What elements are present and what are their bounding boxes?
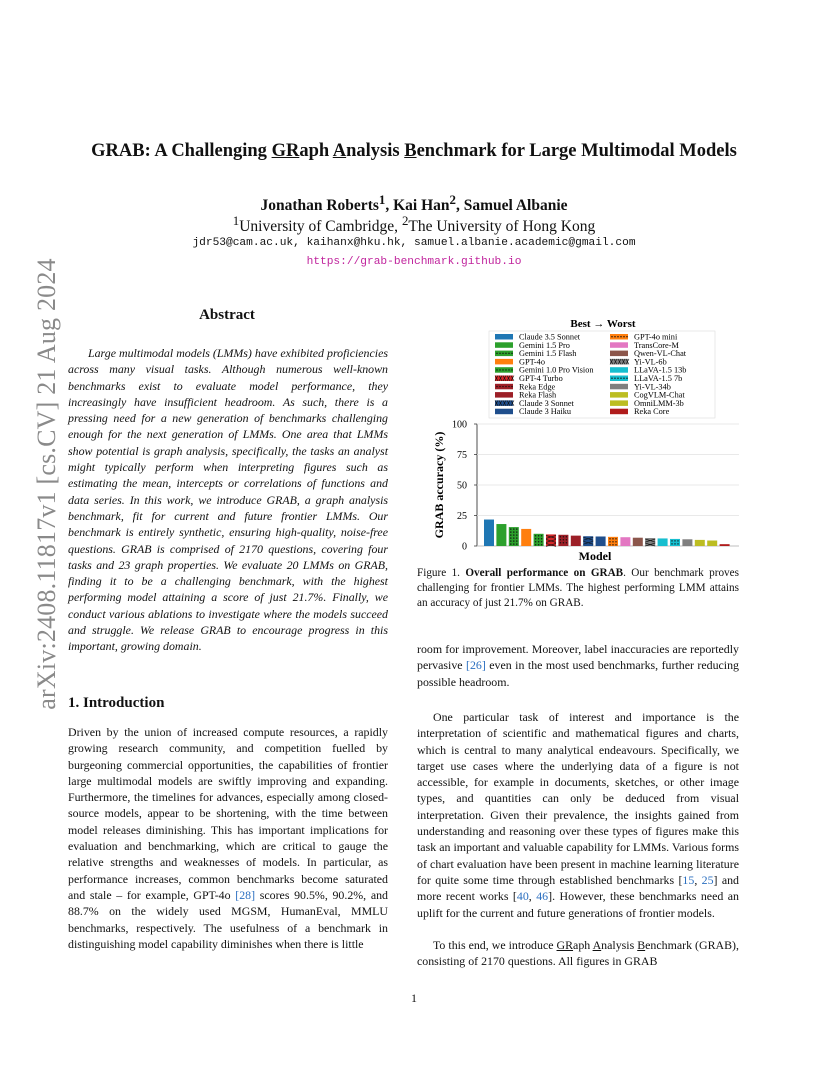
bar-gemini-1-5-pro xyxy=(496,524,506,546)
abstract-heading: Abstract xyxy=(199,307,255,323)
legend-pattern-dot xyxy=(496,353,497,354)
bar-gemini-1-5-flash xyxy=(509,527,519,546)
bar-transcore-m xyxy=(620,537,630,546)
bar-pattern-dot xyxy=(513,534,514,535)
bar-pattern-dot xyxy=(535,541,536,542)
legend-swatch xyxy=(495,367,513,373)
legend-pattern-dot xyxy=(511,353,512,354)
legend-pattern-dot xyxy=(511,369,512,370)
bar-pattern-dot xyxy=(541,535,542,536)
author-emails: jdr53@cam.ac.uk, kaihanx@hku.hk, samuel.albanie.academic@gmail.com xyxy=(192,237,636,249)
legend-pattern-dot xyxy=(505,386,506,387)
legend-swatch xyxy=(495,409,513,415)
legend-pattern-dot xyxy=(496,386,497,387)
bar-pattern-dot xyxy=(535,544,536,545)
legend-title: Best → Worst xyxy=(570,318,636,330)
bar-pattern-dot xyxy=(566,539,567,540)
legend-label: Gemini 1.5 Flash xyxy=(519,349,577,359)
legend-pattern-dot xyxy=(508,386,509,387)
y-axis-label: GRAB accuracy (%) xyxy=(432,431,446,539)
legend-swatch xyxy=(610,409,628,415)
legend-label: GPT-4o xyxy=(519,357,545,367)
legend-swatch xyxy=(495,351,513,357)
bar-llava-1-5-7b xyxy=(670,539,680,546)
bar-pattern-dot xyxy=(510,531,511,532)
legend-pattern-dot xyxy=(499,386,500,387)
legend-pattern-dot xyxy=(511,386,512,387)
citation-link[interactable]: [26] xyxy=(466,658,486,673)
y-tick-label: 25 xyxy=(457,511,467,522)
legend-swatch xyxy=(495,384,513,390)
legend-pattern-dot xyxy=(611,378,612,379)
bar-pattern-dot xyxy=(541,544,542,545)
bar-pattern-dot xyxy=(563,536,564,537)
bar-pattern-dot xyxy=(609,538,610,539)
bar-pattern-dot xyxy=(513,537,514,538)
y-tick-label: 100 xyxy=(452,419,467,431)
legend-label: Reka Flash xyxy=(519,390,557,400)
legend-swatch xyxy=(495,334,513,340)
affiliations: $^1$University of Cambridge, $^2$The University of Hong Kong xyxy=(232,213,596,236)
bar-pattern-dot xyxy=(535,535,536,536)
bar-pattern-dot xyxy=(538,535,539,536)
legend-swatch xyxy=(610,342,628,348)
bar-pattern-dot xyxy=(516,540,517,541)
bar-reka-core xyxy=(720,544,730,546)
bar-pattern-dot xyxy=(612,544,613,545)
legend-pattern-dot xyxy=(502,386,503,387)
bar-pattern-dot xyxy=(513,543,514,544)
performance-bar-chart xyxy=(417,313,739,563)
legend-label: Claude 3 Haiku xyxy=(519,407,572,417)
bar-pattern-dot xyxy=(516,543,517,544)
citation-link[interactable]: 15 xyxy=(682,872,695,887)
legend-swatch xyxy=(495,342,513,348)
legend-label: Yi-VL-6b xyxy=(634,357,667,367)
legend-swatch xyxy=(495,359,513,365)
bar-pattern-dot xyxy=(563,542,564,543)
legend-label: OmniLMM-3b xyxy=(634,398,684,408)
legend-label: LLaVA-1.5 13b xyxy=(634,365,687,375)
legend-pattern-dot xyxy=(502,369,503,370)
bar-qwen-vl-chat xyxy=(633,538,643,546)
legend-label: Gemini 1.0 Pro Vision xyxy=(519,365,594,375)
bar-pattern-dot xyxy=(563,539,564,540)
legend-pattern-dot xyxy=(499,369,500,370)
y-tick-label: 0 xyxy=(462,541,467,553)
bar-pattern-dot xyxy=(510,537,511,538)
author-list: Jonathan Roberts$^1$, Kai Han$^2$, Samuel Albanie xyxy=(260,192,568,215)
citation-link[interactable]: [28] xyxy=(235,887,256,902)
legend-swatch xyxy=(610,400,628,406)
bar-pattern-dot xyxy=(516,531,517,532)
legend-pattern-dot xyxy=(614,378,615,379)
introduction-heading: 1. Introduction xyxy=(68,695,165,711)
bar-yi-vl-34b xyxy=(682,539,692,546)
bar-pattern-dot xyxy=(538,541,539,542)
bar-pattern-dot xyxy=(541,538,542,539)
bar-pattern-dot xyxy=(566,542,567,543)
bar-pattern-dot xyxy=(560,536,561,537)
y-tick-label: 75 xyxy=(457,450,467,461)
bar-pattern-dot xyxy=(513,540,514,541)
bar-claude-3-5-sonnet xyxy=(484,520,494,546)
legend-label: GPT-4 Turbo xyxy=(519,374,563,383)
bar-pattern-dot xyxy=(560,539,561,540)
y-tick-label: 50 xyxy=(457,480,467,492)
legend-swatch xyxy=(610,392,628,398)
bar-pattern-dot xyxy=(510,540,511,541)
bar-pattern-dot xyxy=(612,538,613,539)
bar-gpt-4o xyxy=(521,529,531,546)
bar-pattern-dot xyxy=(538,544,539,545)
bar-pattern-dot xyxy=(510,543,511,544)
introduction-body: Driven by the union of increased compute resources, a rapidly growing research community, and competition fuelled by burgeoning commercial opportunities, the capabilities of frontier large multimodal models are swiftly improving and expanding. Furthermore, the timelines for advances, especially among closed-source models, appear to be shortening, with the time between model releases diminishing. This has important implications for evaluation and benchmarking, which are critical to gauge the relative strengths and weaknesses of models. In particular, as performance increases, common benchmarks become saturated and stale – for example, GPT-4o [28] scores 90.5%, 90.2%, and 88.7% on the widely used MGSM, HumanEval, MMLU benchmarks, respectively. The usefulness of a benchmark in distinguishing model capability diminishes when there is little xyxy=(68,725,388,951)
legend-pattern-dot xyxy=(499,353,500,354)
legend-swatch xyxy=(610,384,628,390)
legend-label: Yi-VL-34b xyxy=(634,382,671,392)
bar-omnilmm-3b xyxy=(707,541,717,546)
page-number: 1 xyxy=(411,991,417,1005)
bar-cogvlm-chat xyxy=(695,540,705,546)
bar-pattern-dot xyxy=(677,540,678,541)
bar-pattern-dot xyxy=(615,541,616,542)
bar-pattern-dot xyxy=(541,541,542,542)
right-column-paragraph-2: One particular task of interest and importance is the interpretation of scientific and mathematical figures and charts, which is central to many analytical endeavours. Specifically, we target use cases where the underlying data of a figure is not accessible, for example in documents, sketches, or other image types, and quantities can only be deduced from visual interpretation. Given their prevalence, the insights gained from understanding and reasoning over these types of figures make this task an important and valuable capability for LMMs. Various forms of chart evaluation have been present in machine learning literature for quite some time through established benchmarks [15, 25] and more recent works [40, 46]. However, these benchmarks need an uplift for the current and future generations of frontier models. xyxy=(417,710,739,920)
legend-label: Qwen-VL-Chat xyxy=(634,349,687,359)
paper-title: GRAB: A Challenging GRaph Analysis Benchmark for Large Multimodal Models xyxy=(91,141,737,161)
bar-pattern-dot xyxy=(674,543,675,544)
arxiv-identifier-stamp: arXiv:2408.11817v1 [cs.CV] 21 Aug 2024 xyxy=(32,258,61,710)
legend-label: TransCore-M xyxy=(634,340,679,350)
bar-reka-flash xyxy=(571,536,581,546)
bar-pattern-dot xyxy=(538,538,539,539)
bar-pattern-dot xyxy=(510,534,511,535)
bar-pattern-dot xyxy=(615,538,616,539)
legend-pattern-dot xyxy=(508,369,509,370)
legend-swatch xyxy=(610,334,628,340)
legend-pattern-dot xyxy=(620,378,621,379)
bar-claude-3-haiku xyxy=(596,536,606,546)
x-axis-label: Model xyxy=(578,549,612,563)
legend-swatch xyxy=(610,367,628,373)
right-column-paragraph-1: room for improvement. Moreover, label inaccuracies are reportedly pervasive [26] even in the most used benchmarks, further reducing possible headroom. xyxy=(417,642,739,689)
bar-pattern-dot xyxy=(674,540,675,541)
legend-swatch xyxy=(610,376,628,382)
legend-pattern-dot xyxy=(508,353,509,354)
legend-label: Gemini 1.5 Pro xyxy=(519,340,570,350)
legend-swatch xyxy=(495,392,513,398)
legend-label: CogVLM-Chat xyxy=(634,390,685,400)
legend-pattern-dot xyxy=(505,369,506,370)
bar-pattern-dot xyxy=(566,536,567,537)
legend-label: Claude 3.5 Sonnet xyxy=(519,332,581,342)
legend-pattern-dot xyxy=(502,353,503,354)
bar-pattern-dot xyxy=(510,528,511,529)
bar-pattern-dot xyxy=(671,540,672,541)
bar-pattern-dot xyxy=(516,528,517,529)
legend-label: Claude 3 Sonnet xyxy=(519,398,574,408)
legend-pattern-dot xyxy=(617,378,618,379)
bar-pattern-dot xyxy=(516,537,517,538)
bar-llava-1-5-13b xyxy=(658,538,668,546)
legend-pattern-dot xyxy=(623,336,624,337)
bar-pattern-dot xyxy=(516,534,517,535)
legend-pattern-dot xyxy=(626,378,627,379)
figure-1-caption: Figure 1. Overall performance on GRAB. Our benchmark proves challenging for frontier LMMs. The highest performing LMM attains an accuracy of just 21.7% on GRAB. xyxy=(417,567,739,609)
legend-pattern-dot xyxy=(505,353,506,354)
legend-pattern-dot xyxy=(620,336,621,337)
bar-pattern-dot xyxy=(612,541,613,542)
citation-link[interactable]: 40 xyxy=(516,889,529,904)
legend-pattern-dot xyxy=(626,336,627,337)
bar-pattern-dot xyxy=(513,531,514,532)
legend-label: Reka Core xyxy=(634,407,670,417)
project-url-link[interactable]: https://grab-benchmark.github.io xyxy=(306,256,522,268)
bar-pattern-dot xyxy=(560,542,561,543)
citation-link[interactable]: 25 xyxy=(701,872,714,887)
legend-pattern-dot xyxy=(496,369,497,370)
right-column-paragraph-3: To this end, we introduce GRaph Analysis Benchmark (GRAB), consisting of 2170 questions. All figures in GRAB xyxy=(417,938,739,969)
legend-pattern-dot xyxy=(617,336,618,337)
legend-label: Reka Edge xyxy=(519,382,556,392)
legend-pattern-dot xyxy=(614,336,615,337)
legend-swatch xyxy=(610,351,628,357)
bar-pattern-dot xyxy=(513,528,514,529)
legend-pattern-dot xyxy=(611,336,612,337)
bar-pattern-dot xyxy=(671,543,672,544)
abstract-body: Large multimodal models (LMMs) have exhibited proficiencies across many visual tasks. Although numerous well-known benchmarks exist to evaluate model performance, they increasingly have insufficient headroom. As such, there is a pressing need for a new generation of benchmarks challenging enough for the next generation of LMMs. One area that LMMs show potential is graph analysis, specifically, the tasks an analyst might typically perform when interpreting figures such as estimating the mean, intercepts or correlations of functions and data series. In this work, we introduce GRAB, a graph analysis benchmark, fit for current and future frontier LMMs. Our benchmark is entirely synthetic, ensuring high-quality, noise-free questions. GRAB is comprised of 2170 questions, covering four tasks and 23 graph properties. We evaluate 20 LMMs on GRAB, finding it to be a challenging benchmark, with the highest performing model attaining a score of just 21.7%. Finally, we conduct various ablations to investigate where the models succeed and struggle. We release GRAB to encourage progress in this important, growing domain. xyxy=(68,346,388,654)
bar-pattern-dot xyxy=(677,543,678,544)
legend-label: GPT-4o mini xyxy=(634,332,678,342)
chart-legend xyxy=(489,331,715,418)
legend-label: LLaVA-1.5 7b xyxy=(634,374,683,383)
bar-pattern-dot xyxy=(609,544,610,545)
citation-link[interactable]: 46 xyxy=(536,889,549,904)
bar-pattern-dot xyxy=(535,538,536,539)
bar-pattern-dot xyxy=(609,541,610,542)
legend-pattern-dot xyxy=(623,378,624,379)
bar-pattern-dot xyxy=(615,544,616,545)
